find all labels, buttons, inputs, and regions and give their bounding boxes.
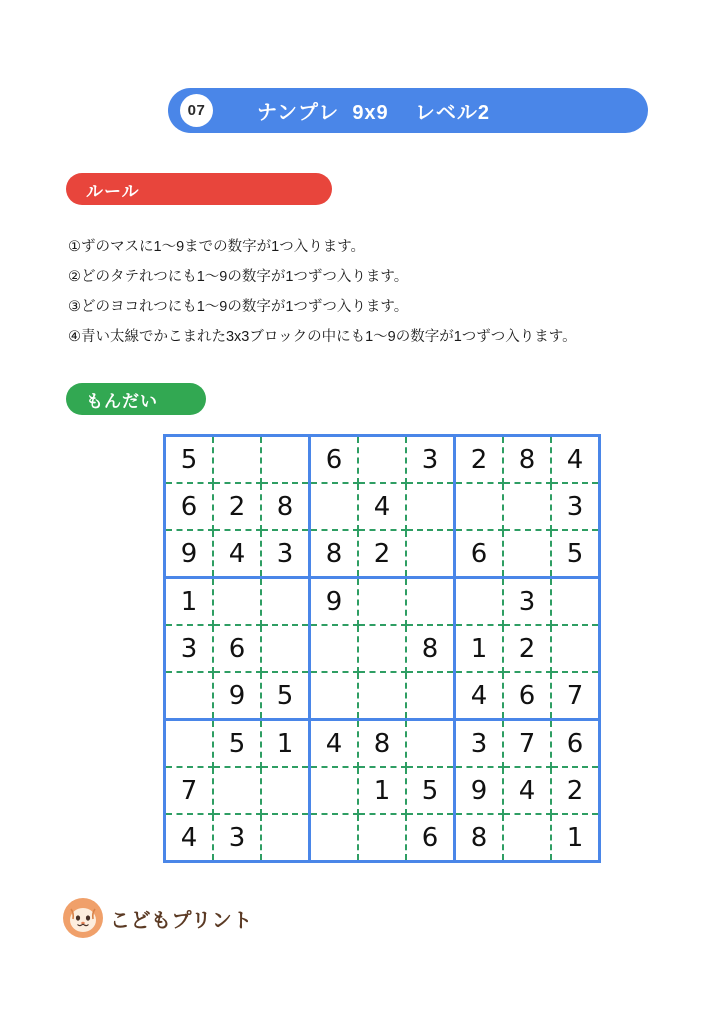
sudoku-cell-r7c6[interactable] — [406, 720, 455, 768]
rule-item-2: ②どのタテれつにも1～9の数字が1つずつ入ります。 — [68, 269, 409, 285]
sudoku-cell-r7c1[interactable] — [165, 720, 214, 768]
sudoku-cell-r8c4[interactable] — [310, 767, 359, 814]
sudoku-row — [165, 530, 600, 578]
sudoku-row — [165, 625, 600, 672]
sudoku-row — [165, 483, 600, 530]
sudoku-row — [165, 814, 600, 862]
sudoku-cell-r7c5[interactable]: 8 — [358, 720, 406, 768]
sudoku-row — [165, 672, 600, 720]
sudoku-cell-r7c8[interactable]: 7 — [503, 720, 551, 768]
sudoku-cell-r1c3[interactable] — [261, 436, 310, 484]
sudoku-cell-r8c1[interactable]: 7 — [165, 767, 214, 814]
sudoku-cell-r9c2[interactable]: 3 — [213, 814, 261, 862]
sudoku-cell-r9c4[interactable] — [310, 814, 359, 862]
sudoku-cell-r6c3[interactable]: 5 — [261, 672, 310, 720]
sudoku-cell-r3c2[interactable]: 4 — [213, 530, 261, 578]
sudoku-row — [165, 436, 600, 484]
sudoku-cell-r7c2[interactable]: 5 — [213, 720, 261, 768]
sudoku-cell-r8c3[interactable] — [261, 767, 310, 814]
rule-item-3: ③どのヨコれつにも1～9の数字が1つずつ入ります。 — [68, 299, 409, 315]
sudoku-cell-r6c1[interactable] — [165, 672, 214, 720]
sudoku-cell-r2c4[interactable] — [310, 483, 359, 530]
sudoku-grid[interactable] — [163, 434, 601, 863]
sudoku-cell-r5c4[interactable] — [310, 625, 359, 672]
sudoku-cell-r3c6[interactable] — [406, 530, 455, 578]
sudoku-cell-r1c7[interactable]: 2 — [455, 436, 504, 484]
sudoku-cell-r3c9[interactable]: 5 — [551, 530, 600, 578]
sudoku-cell-r6c4[interactable] — [310, 672, 359, 720]
sudoku-cell-r2c8[interactable] — [503, 483, 551, 530]
sudoku-cell-r9c9[interactable]: 1 — [566, 822, 584, 853]
rules-list — [68, 232, 668, 352]
sudoku-cell-r4c1[interactable]: 1 — [165, 578, 214, 626]
sudoku-cell-r6c6[interactable] — [406, 672, 455, 720]
sudoku-cell-r5c1[interactable]: 3 — [165, 625, 214, 672]
sudoku-cell-r1c4[interactable]: 6 — [310, 436, 359, 484]
sudoku-cell-r2c5[interactable]: 4 — [358, 483, 406, 530]
sudoku-cell-r3c8[interactable] — [503, 530, 551, 578]
sudoku-cell-r5c3[interactable] — [261, 625, 310, 672]
sudoku-cell-r1c2[interactable] — [213, 436, 261, 484]
sudoku-cell-r4c7[interactable] — [455, 578, 504, 626]
sudoku-cell-r1c6[interactable]: 3 — [406, 436, 455, 484]
sudoku-cell-r9c7[interactable]: 8 — [455, 814, 504, 862]
sudoku-cell-r6c9[interactable]: 7 — [551, 672, 600, 720]
sudoku-cell-r6c5[interactable] — [358, 672, 406, 720]
sudoku-grid-body — [165, 436, 600, 862]
sudoku-cell-r3c4[interactable]: 8 — [310, 530, 359, 578]
sudoku-cell-r4c4[interactable]: 9 — [310, 578, 359, 626]
sudoku-cell-r4c3[interactable] — [261, 578, 310, 626]
sudoku-cell-r3c5[interactable]: 2 — [358, 530, 406, 578]
sudoku-cell-r4c2[interactable] — [213, 578, 261, 626]
sudoku-cell-r3c3[interactable]: 3 — [261, 530, 310, 578]
sudoku-cell-r7c3[interactable]: 1 — [261, 720, 310, 768]
sudoku-cell-r1c9[interactable]: 4 — [551, 436, 600, 484]
sudoku-cell-r6c7[interactable]: 4 — [455, 672, 504, 720]
sudoku-grid-container — [163, 434, 601, 863]
sudoku-cell-r9c5[interactable] — [358, 814, 406, 862]
section-header-problem-label: もんだい — [86, 391, 158, 411]
sudoku-cell-r3c7[interactable]: 6 — [455, 530, 504, 578]
section-header-problem — [66, 383, 206, 415]
sudoku-row — [165, 720, 600, 768]
sudoku-cell-r6c2[interactable]: 9 — [213, 672, 261, 720]
cat-face-icon — [62, 897, 104, 939]
sudoku-cell-r2c9[interactable]: 3 — [551, 483, 600, 530]
sudoku-cell-r5c2[interactable]: 6 — [213, 625, 261, 672]
sudoku-cell-r4c6[interactable] — [406, 578, 455, 626]
sudoku-cell-r2c3[interactable]: 8 — [261, 483, 310, 530]
footer-brand-logo — [62, 897, 253, 939]
sudoku-row — [165, 578, 600, 626]
sudoku-cell-r9c1[interactable]: 4 — [165, 814, 214, 862]
sudoku-cell-r9c8[interactable] — [503, 814, 551, 862]
sudoku-cell-r7c4[interactable]: 4 — [310, 720, 359, 768]
page-title: ナンプレ 9x9 レベル2 — [257, 102, 491, 124]
sudoku-cell-r2c2[interactable]: 2 — [213, 483, 261, 530]
sudoku-cell-r5c9[interactable] — [551, 625, 600, 672]
sudoku-cell-r5c7[interactable]: 1 — [455, 625, 504, 672]
sudoku-cell-r9c6[interactable]: 6 — [406, 814, 455, 862]
sudoku-cell-r7c9[interactable]: 6 — [551, 720, 600, 768]
sudoku-cell-r8c9[interactable]: 2 — [551, 767, 600, 814]
sudoku-cell-r7c7[interactable]: 3 — [455, 720, 504, 768]
sudoku-cell-r2c6[interactable] — [406, 483, 455, 530]
rule-item-1: ①ずのマスに1～9までの数字が1つ入ります。 — [68, 239, 366, 255]
sudoku-cell-r8c5[interactable]: 1 — [358, 767, 406, 814]
sudoku-cell-r5c8[interactable]: 2 — [503, 625, 551, 672]
sheet-number-badge: 07 — [180, 94, 213, 127]
sudoku-cell-r5c6[interactable]: 8 — [406, 625, 455, 672]
sudoku-cell-r9c3[interactable] — [261, 814, 310, 862]
rule-item-4: ④青い太線でかこまれた3x3ブロックの中にも1～9の数字が1つずつ入ります。 — [68, 329, 577, 345]
sudoku-cell-r1c8[interactable]: 8 — [503, 436, 551, 484]
sudoku-row — [165, 767, 600, 814]
sudoku-cell-r2c7[interactable] — [455, 483, 504, 530]
sudoku-cell-r8c8[interactable]: 4 — [503, 767, 551, 814]
sudoku-cell-r1c5[interactable] — [358, 436, 406, 484]
sudoku-cell-r5c5[interactable] — [358, 625, 406, 672]
sudoku-cell-r8c7[interactable]: 9 — [455, 767, 504, 814]
section-header-rules-label: ルール — [86, 181, 140, 201]
page-header-banner — [168, 88, 648, 133]
sudoku-cell-r2c1[interactable]: 6 — [165, 483, 214, 530]
sudoku-cell-r6c8[interactable]: 6 — [503, 672, 551, 720]
sudoku-cell-r4c9[interactable] — [551, 578, 600, 626]
sudoku-cell-r4c8[interactable]: 3 — [503, 578, 551, 626]
section-header-rules — [66, 173, 332, 205]
footer-brand-name: こどもプリント — [110, 909, 253, 932]
sudoku-cell-r1c1[interactable]: 5 — [165, 436, 214, 484]
sudoku-cell-r3c1[interactable]: 9 — [165, 530, 214, 578]
sudoku-cell-r8c2[interactable] — [213, 767, 261, 814]
sudoku-cell-r4c5[interactable] — [358, 578, 406, 626]
sudoku-cell-r8c6[interactable]: 5 — [406, 767, 455, 814]
